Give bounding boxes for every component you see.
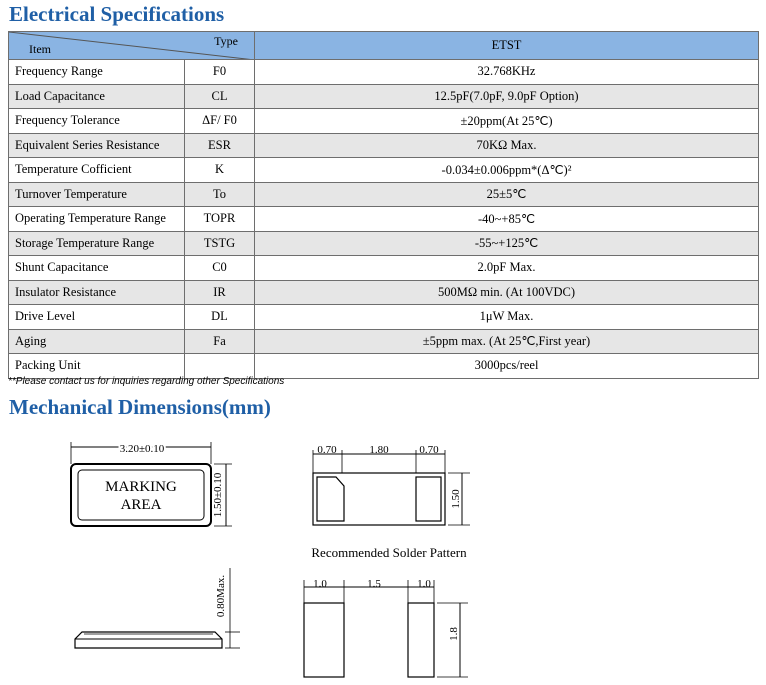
solder-pattern-title: Recommended Solder Pattern — [311, 545, 467, 560]
pad-gap-dimension: 1.5 — [367, 578, 381, 590]
spec-type-cell: DL — [185, 305, 255, 330]
spec-value-cell: 1μW Max. — [255, 305, 759, 330]
electrical-specifications-heading: Electrical Specifications — [9, 2, 225, 26]
spec-item-cell: Packing Unit — [9, 354, 185, 379]
terminal-height-dimension: 1.50 — [450, 489, 462, 509]
spec-value-cell: ±20ppm(At 25℃) — [255, 109, 759, 134]
spec-type-cell: C0 — [185, 256, 255, 281]
spec-value-cell: 12.5pF(7.0pF, 9.0pF Option) — [255, 84, 759, 109]
spec-table — [8, 31, 759, 379]
spec-item-cell: Load Capacitance — [9, 84, 185, 109]
terminal-right-dimension: 0.70 — [419, 444, 439, 456]
item-column-header: Item — [29, 42, 51, 56]
spec-value-cell: -55~+125℃ — [255, 231, 759, 256]
spec-value-cell: 500MΩ min. (At 100VDC) — [255, 280, 759, 305]
pad-height-dimension: 1.8 — [448, 627, 460, 641]
spec-value-cell: -40~+85℃ — [255, 207, 759, 232]
terminal-middle-dimension: 1.80 — [369, 444, 389, 456]
pad-left-dimension: 1.0 — [313, 578, 327, 590]
table-row — [9, 280, 759, 305]
spec-type-cell: ESR — [185, 133, 255, 158]
spec-item-cell: Storage Temperature Range — [9, 231, 185, 256]
table-row — [9, 84, 759, 109]
spec-type-cell: TOPR — [185, 207, 255, 232]
spec-value-cell: 32.768KHz — [255, 60, 759, 85]
spec-value-cell: 25±5℃ — [255, 182, 759, 207]
spec-value-cell: -0.034±0.006ppm*(Δ℃)² — [255, 158, 759, 183]
table-row — [9, 133, 759, 158]
spec-item-cell: Frequency Range — [9, 60, 185, 85]
spec-item-cell: Equivalent Series Resistance — [9, 133, 185, 158]
table-row — [9, 207, 759, 232]
spec-type-cell: F0 — [185, 60, 255, 85]
spec-type-cell: ΔF/ F0 — [185, 109, 255, 134]
table-row — [9, 305, 759, 330]
table-row — [9, 60, 759, 85]
spec-item-cell: Shunt Capacitance — [9, 256, 185, 281]
spec-type-cell: K — [185, 158, 255, 183]
item-type-header-cell — [9, 32, 255, 60]
spec-item-cell: Insulator Resistance — [9, 280, 185, 305]
terminal-view-drawing — [313, 450, 470, 525]
spec-type-cell: IR — [185, 280, 255, 305]
table-row — [9, 182, 759, 207]
spec-value-cell: 2.0pF Max. — [255, 256, 759, 281]
etst-column-header: ETST — [255, 32, 759, 60]
spec-type-cell — [185, 354, 255, 379]
table-row — [9, 329, 759, 354]
spec-type-cell: To — [185, 182, 255, 207]
spec-item-cell: Turnover Temperature — [9, 182, 185, 207]
spec-type-cell: TSTG — [185, 231, 255, 256]
spec-item-cell: Drive Level — [9, 305, 185, 330]
marking-area-line1: MARKING — [105, 479, 177, 495]
side-height-dimension: 0.80Max. — [215, 574, 227, 618]
spec-item-cell: Frequency Tolerance — [9, 109, 185, 134]
spec-type-cell: CL — [185, 84, 255, 109]
pad-right-dimension: 1.0 — [417, 578, 431, 590]
specification-note: **Please contact us for inquiries regarding other Specifications — [8, 376, 285, 387]
spec-value-cell: ±5ppm max. (At 25℃,First year) — [255, 329, 759, 354]
mechanical-drawings — [0, 420, 766, 685]
spec-item-cell: Operating Temperature Range — [9, 207, 185, 232]
table-row — [9, 354, 759, 379]
table-row — [9, 256, 759, 281]
table-header-row — [9, 32, 759, 60]
type-column-header: Type — [214, 34, 238, 48]
spec-value-cell: 3000pcs/reel — [255, 354, 759, 379]
mechanical-dimensions-heading: Mechanical Dimensions(mm) — [9, 395, 271, 419]
spec-item-cell: Aging — [9, 329, 185, 354]
top-height-dimension: 1.50±0.10 — [212, 472, 224, 518]
solder-pattern-drawing — [304, 580, 468, 677]
spec-type-cell: Fa — [185, 329, 255, 354]
terminal-left-dimension: 0.70 — [317, 444, 337, 456]
spec-value-cell: 70KΩ Max. — [255, 133, 759, 158]
top-width-dimension: 3.20±0.10 — [119, 443, 165, 455]
marking-area-line2: AREA — [120, 497, 162, 513]
table-row — [9, 158, 759, 183]
spec-item-cell: Temperature Cofficient — [9, 158, 185, 183]
table-row — [9, 109, 759, 134]
table-row — [9, 231, 759, 256]
